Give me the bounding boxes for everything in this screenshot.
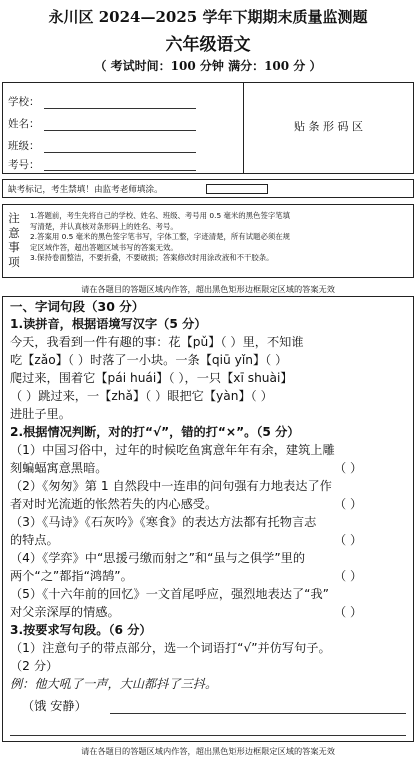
barcode-area-label: 贴 条 形 码 区	[294, 120, 363, 133]
word-choice: （饿 安静）	[22, 699, 87, 713]
exam-number-label: 考号：	[8, 159, 40, 171]
q3-line: （1）注意句子的带点部分，选一个词语打“√”并仿写句子。	[10, 641, 331, 655]
q1-line: 进肚子里。	[10, 407, 71, 421]
notice-item: 3.保持卷面整洁，不要折叠，不要破损；答案修改时用涂改液和不干胶条。	[30, 253, 274, 262]
q2-line: 的特点。	[10, 533, 59, 547]
q2-line: （2）《匆匆》第 1 自然段中一连串的问句强有力地表达了作	[10, 479, 332, 493]
q3-heading: 3.按要求写句段。（6 分）	[10, 623, 152, 637]
absence-note: 缺考标记，考生禁填！由监考老师填涂。	[8, 185, 163, 195]
answer-line-1[interactable]	[110, 713, 406, 714]
q2-line: 两个“之”都指“鸿鹄”。	[10, 569, 133, 583]
q2-line: （3）《马诗》《石灰吟》《寒食》的表达方法都有托物言志	[10, 515, 317, 529]
q2-line: 者对时光流逝的怅然若失的内心感受。	[10, 497, 218, 511]
q2-line: 对父亲深厚的情感。	[10, 605, 120, 619]
section-heading: 一、字词句段（30 分）	[10, 299, 145, 314]
notice-item: 2.答案用 0.5 毫米的黑色签字笔书写，字体工整，字迹清楚，所有试题必须在规	[30, 232, 291, 241]
q1-line: （ ）跳过来，一【zhǎ】（ ）眼把它【yàn】（ ）	[10, 389, 273, 403]
notice-item: 1.答题前，考生先将自己的学校、姓名、班级、考号用 0.5 毫米的黑色签字笔填	[30, 211, 291, 220]
q2-line: （4）《学弈》中“思援弓缴而射之”和“虽与之俱学”里的	[10, 551, 306, 565]
notice-item: 写清楚，并认真核对条形码上的姓名、考号。	[30, 221, 178, 231]
answer-bracket-3[interactable]: （ ）	[334, 533, 363, 547]
q2-line: （1）中国习俗中，过年的时候吃鱼寓意年年有余，建筑上雕	[10, 443, 335, 457]
q2-line: （5）《十六年前的回忆》一文首尾呼应，强烈地表达了“我”	[10, 587, 329, 601]
notice-list	[30, 211, 412, 264]
q1-line: 爬过来，围着它【pái huái】（ ），一只【xī shuài】	[10, 371, 293, 385]
example-sentence: 例：他大吼了一声，大山都抖了三抖。	[10, 677, 218, 691]
class-field[interactable]	[44, 152, 196, 153]
exam-title: 永川区 2024—2025 学年下期期末质量监测题	[48, 8, 368, 26]
q2-heading: 2.根据情况判断，对的打“√”，错的打“×”。（5 分）	[10, 425, 300, 439]
answer-area-warning-bottom: 请在各题目的答题区域内作答，超出黑色矩形边框限定区域的答案无效	[81, 746, 335, 756]
answer-bracket-4[interactable]: （ ）	[334, 569, 363, 583]
q3-line: （2 分）	[10, 659, 59, 673]
class-label: 班级：	[8, 140, 40, 152]
answer-bracket-1[interactable]: （ ）	[334, 461, 363, 475]
answer-line-2[interactable]	[10, 735, 406, 736]
name-field[interactable]	[44, 130, 196, 131]
q1-line: 吃【zǎo】（ ）时落了一小块。一条【qiū yǐn】（ ）	[10, 353, 288, 367]
exam-subject: 六年级语文	[165, 35, 251, 55]
q1-heading: 1.读拼音，根据语境写汉字（5 分）	[10, 317, 207, 331]
q1-line: 今天，我看到一件有趣的事：花【pǔ】（ ）里，不知谁	[10, 335, 304, 349]
exam-info: （ 考试时间：100 分钟 满分：100 分 ）	[94, 59, 322, 73]
absence-mark-box[interactable]	[206, 184, 268, 194]
exam-number-field[interactable]	[44, 170, 196, 171]
q2-line: 刻蝙蝠寓意黑暗。	[10, 461, 108, 475]
school-field[interactable]	[44, 108, 196, 109]
answer-bracket-5[interactable]: （ ）	[334, 605, 363, 619]
answer-area-warning-top: 请在各题目的答题区域内作答，超出黑色矩形边框限定区域的答案无效	[81, 284, 335, 294]
notice-title: 注 意 事 项	[8, 211, 20, 269]
name-label: 姓名：	[8, 118, 40, 130]
notice-item: 定区域作答，超出答题区域书写的答案无效。	[30, 242, 178, 252]
school-label: 学校：	[8, 96, 40, 108]
answer-bracket-2[interactable]: （ ）	[334, 497, 363, 511]
